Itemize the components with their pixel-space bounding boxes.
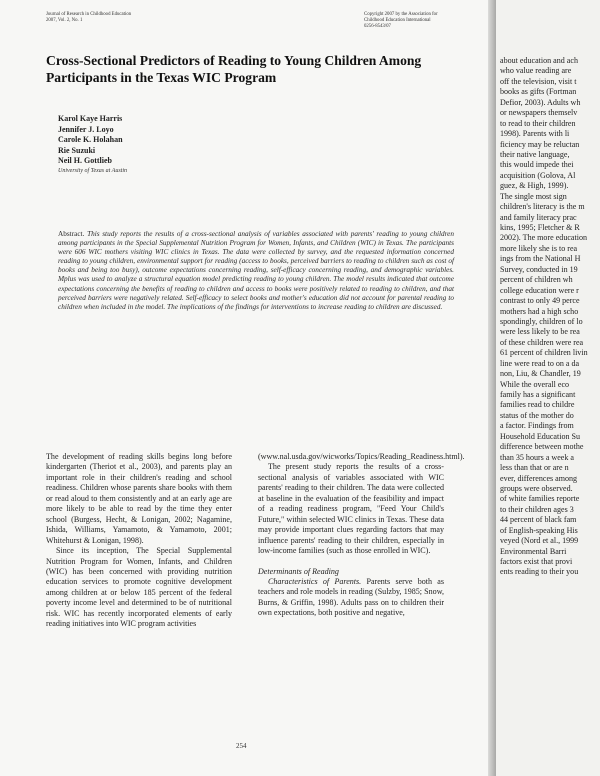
text-line: mothers had a high scho [500,306,579,316]
text-line: 44 percent of black fam [500,515,577,525]
text-line: less than that or are n [500,463,569,473]
abstract-text: This study reports the results of a cross-sectional analysis of variables associated with parents' reading to young children among participants in the Special Supplemental Nutrition Program for Women, Infants, and Children (WIC) in Texas. The participants were 606 WIC mothers visiting WIC clinics in Texas. The data were collected by survey, and the requested information concerned reading to young children, environmental support for reading (access to books, perceived barriers to reading to children such as cost of books and being too busy), outcome expectations concerning reading, self-efficacy concerning reading, and demographic variables. Mplus was used to analyze a structural equation model predicting reading to young children. The model results indicated that outcome expectations concerning the benefits of reading to children and access to books were positively related to reading to children, and that perceived barriers were negatively related. Self-efficacy to select books and mother's education did not account for parental reading to children when included in the model. The implications of the findings for interventions to increase reading to children are discussed. [58,230,454,311]
text-line: off the television, visit t [500,76,577,86]
text-line: and family literacy prac [500,212,577,222]
text-line: 61 percent of children livin [500,348,588,358]
book-gutter [488,0,496,776]
paragraph: The development of reading skills begins long before kindergarten (Theriot et al., 2003), and parents play an important role in their children's reading and school readiness. Children whose parents share books with them or read aloud to them consistently and at an early age are more likely to be able to read by the time they enter school (Burgess, Hecht, & Lonigan, 2002; Nagamine, Ishida, Williams, Yamamoto, & Yamamoto, 2001; Whitehurst & Lonigan, 1998). [46,452,232,545]
text-line: books as gifts (Fortman [500,87,577,97]
facing-page-text [500,56,600,578]
paragraph [258,577,444,619]
text-line: 1998). Parents with li [500,129,570,139]
text-line: who value reading are [500,66,572,76]
text-line: of these children were rea [500,337,584,347]
abstract [58,230,454,312]
text-line: Environmental Barri [500,546,567,556]
text-line: acquisition (Golova, Al [500,170,576,180]
text-line: about education and ach [500,56,578,65]
text-line: college education were r [500,285,579,295]
text-line: their native language, [500,149,570,159]
text-line: The single most sign [500,191,567,201]
text-line: ents reading to their you [500,567,579,577]
text-line: children's literacy is the m [500,202,585,212]
text-line: were less likely to be rea [500,327,580,337]
facing-page [496,0,600,776]
text-line: ficiency may be reluctan [500,139,580,149]
subsection-heading: Characteristics of Parents. [268,576,362,586]
text-line: families read to childre [500,400,575,410]
author-name: Neil H. Gottlieb [58,156,112,165]
body-column-left [46,452,232,630]
text-line: factors exist that provi [500,557,573,566]
text-line: difference between mothe [500,442,584,452]
author-list [58,114,258,175]
text-line: line were read to on a da [500,358,580,368]
author-affiliation: University of Texas at Austin [58,167,127,174]
text-line: or newspapers themselv [500,108,578,118]
text-line: guez, & High, 1999). [500,181,569,191]
text-line: than 35 hours a week a [500,452,574,462]
running-header-right: Copyright 2007 by the Association for Childhood Education International 0256-8543/07 [364,12,438,29]
text-line: this would impede thei [500,160,574,170]
text-line: 2002). The more education [500,233,587,243]
abstract-label: Abstract. [58,230,85,238]
text-line: non, Liu, & Chandler, 19 [500,369,581,379]
text-line: veyed (Nord et al., 1999 [500,536,579,546]
author-name: Carole K. Holahan [58,135,123,144]
author-name: Rie Suzuki [58,145,96,155]
author-name: Jennifer J. Loyo [58,124,114,134]
paragraph: (www.nal.usda.gov/wicworks/Topics/Reading_Readiness.html). [258,452,465,461]
text-line: ings from the National H [500,254,581,264]
paragraph-text: Parents serve both as teachers and role models in reading (Sulzby, 1985; Snow, Burns, & Griffin, 1998). Adults pass on to children their own expectations, both positive and negative, [258,576,444,618]
paragraph: Since its inception, The Special Supplemental Nutrition Program for Women, Infants, and Children (WIC) has been concerned with providing nutrition education services to promote cognitive development among children at or below 185 percent of the federal poverty income level and determined to be of nutritional risk. WIC has recently incorporated elements of early reading initiatives into WIC program activities [46,546,232,629]
text-line: more likely she is to rea [500,243,578,253]
text-line: of white families reporte [500,494,580,504]
running-header-left: Journal of Research in Childhood Education 2007, Vol. 2, No. 1 [46,12,132,23]
text-line: to their children ages 3 [500,504,574,514]
text-line: of English-speaking His [500,525,578,535]
text-line: percent of children wh [500,275,573,285]
text-line: Defior, 2003). Adults wh [500,97,581,107]
body-column-right [258,452,465,619]
author-name: Karol Kaye Harris [58,114,123,123]
text-line: status of the mother do [500,410,574,420]
paragraph: The present study reports the results of a cross-sectional analysis of variables associated with WIC parents' reading to their children. The data were collected at baseline in the evaluation of the feasibility and impact of a reading readiness program, "Feed Your Child's Future," within selected WIC clinics in Texas. These data may provide important clues regarding factors that may influence parents' reading to their children, especially in low-income families (such as those enrolled in WIC). [258,462,444,556]
text-line: contrast to only 49 perce [500,296,580,306]
section-heading: Determinants of Reading [258,566,339,576]
text-line: Household Education Su [500,431,581,441]
text-line: groups were observed. [500,483,573,493]
text-line: family has a significant [500,390,576,399]
text-line: spondingly, children of lo [500,316,583,326]
page-number: 254 [236,742,247,750]
text-line: ever, differences among [500,473,578,483]
text-line: While the overall eco [500,379,570,389]
text-line: to read to their children [500,118,576,128]
text-line: a factor. Findings from [500,421,574,431]
text-line: Survey, conducted in 19 [500,264,578,274]
article-title: Cross-Sectional Predictors of Reading to Young Children Among Participants in the Texas WIC Program [46,53,422,85]
text-line: kins, 1995; Fletcher & R [500,223,580,232]
